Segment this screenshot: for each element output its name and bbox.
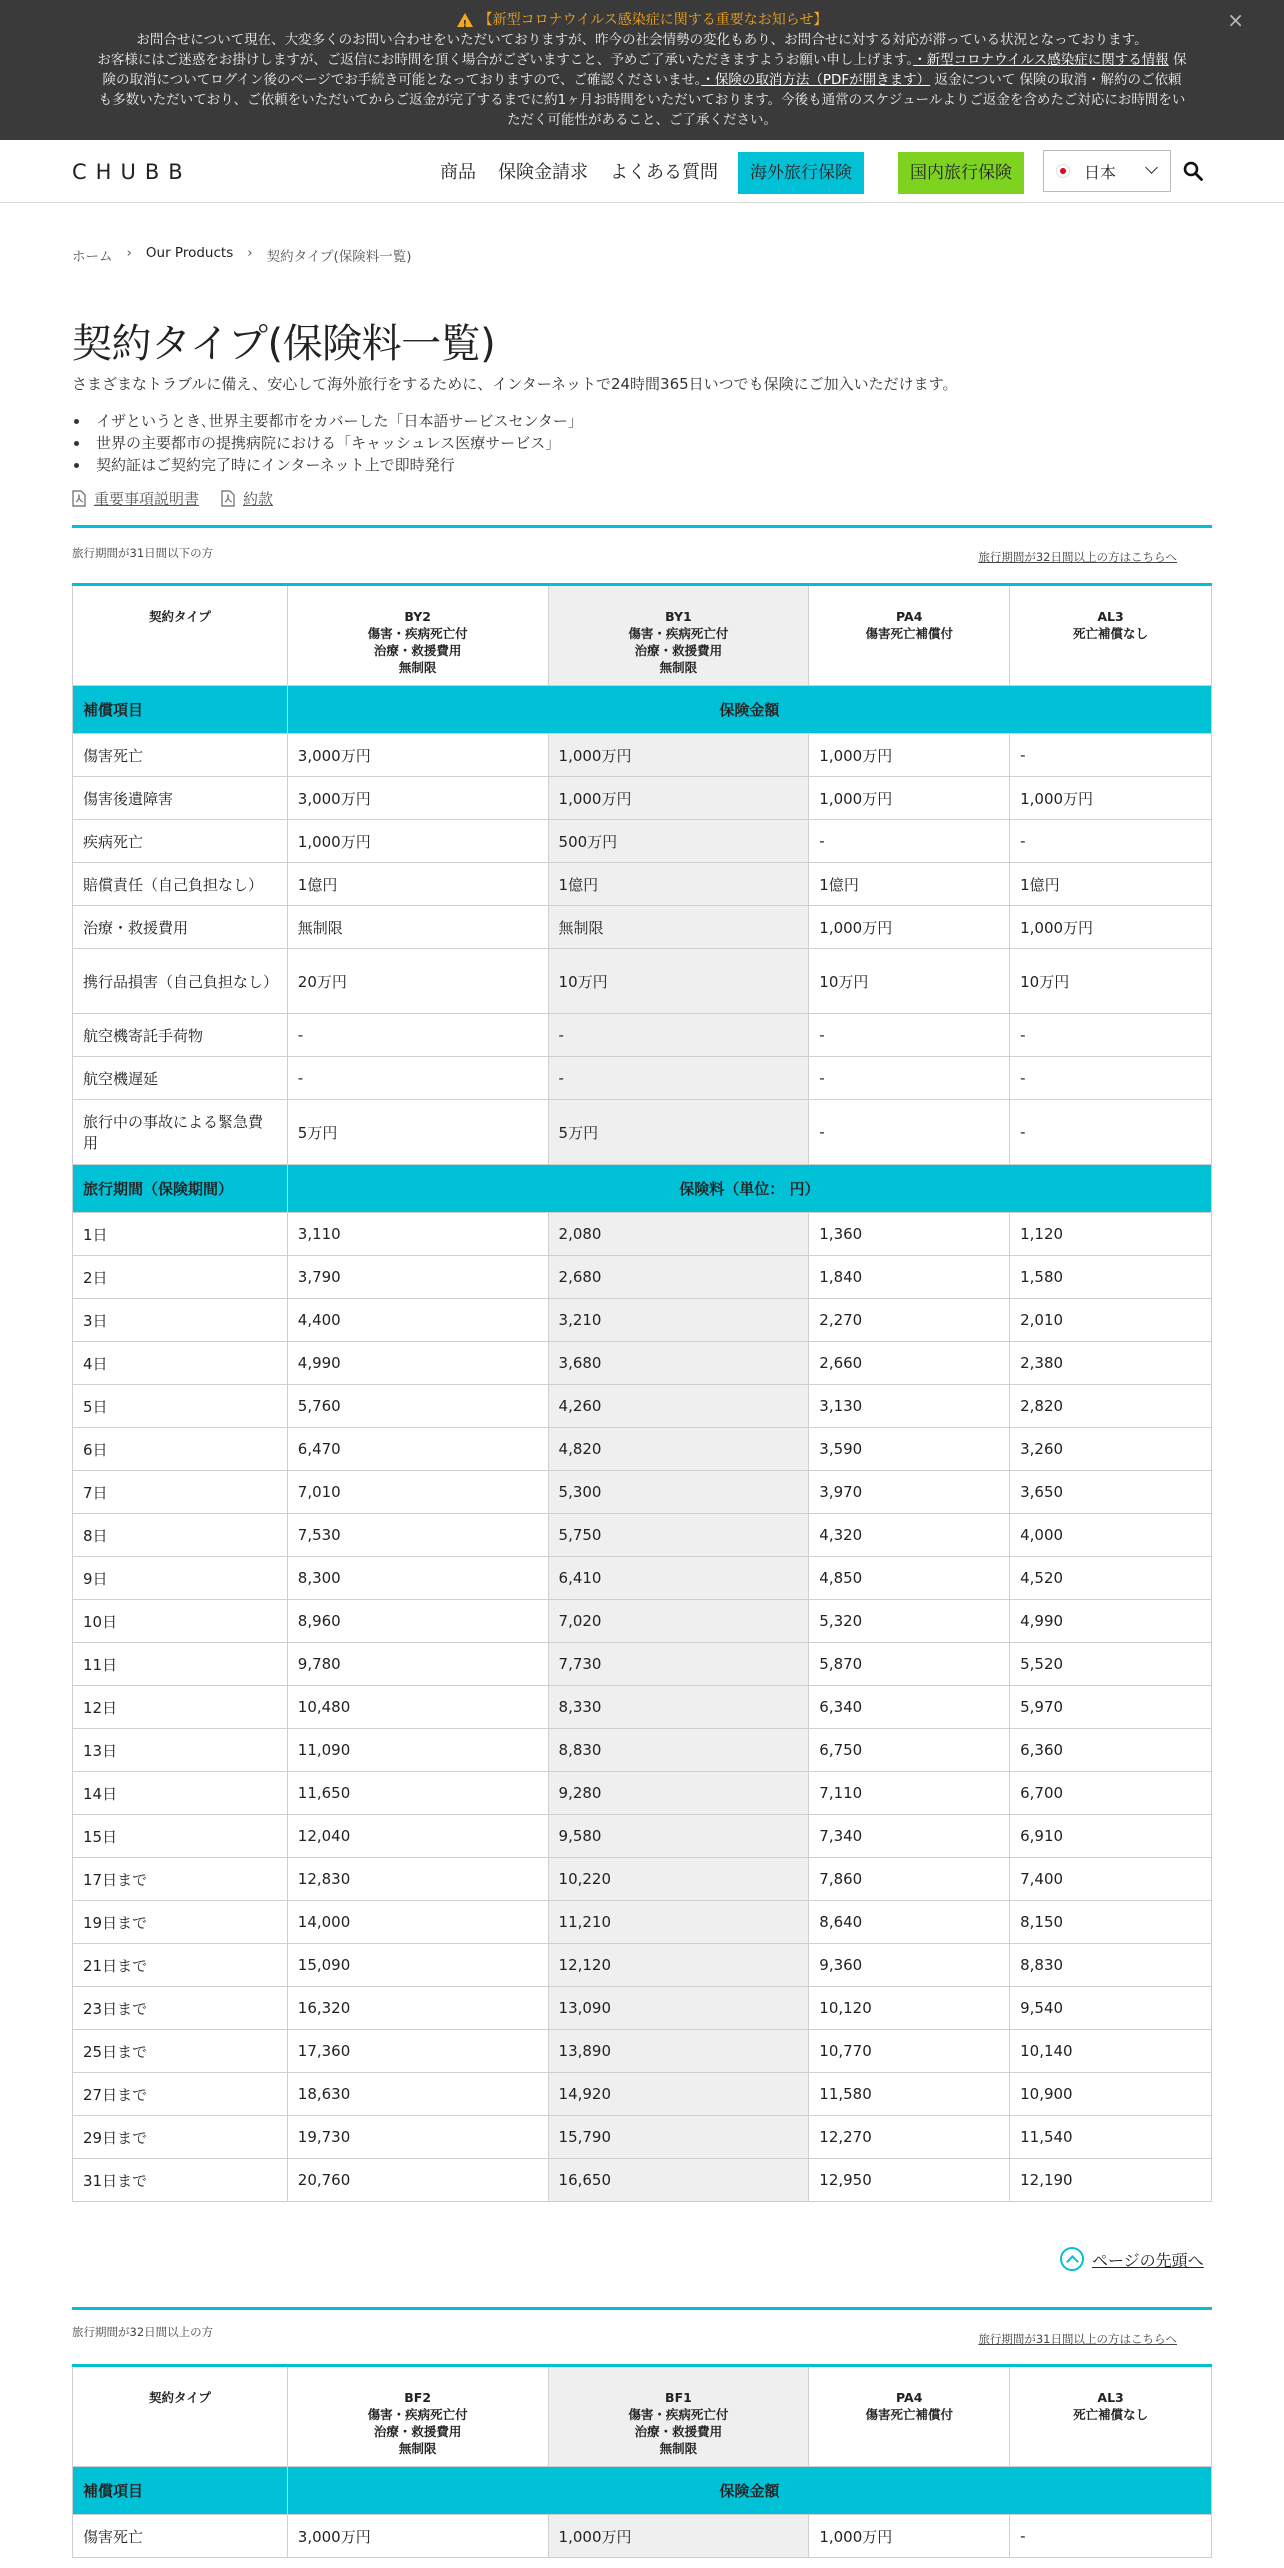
- row-label: 12日: [73, 1686, 288, 1729]
- table-cell: 3,000万円: [287, 2515, 548, 2558]
- table-cell: 9,540: [1010, 1987, 1212, 2030]
- table-row: [73, 1944, 1212, 1987]
- section-divider: [72, 525, 1212, 528]
- table-cell: 9,780: [287, 1643, 548, 1686]
- row-label: 6日: [73, 1428, 288, 1471]
- table-row: [73, 1342, 1212, 1385]
- row-label: 15日: [73, 1815, 288, 1858]
- switch-period-link[interactable]: 旅行期間が31日間以上の方はこちらへ: [978, 2332, 1177, 2346]
- section-header-label: 補償項目: [73, 2467, 288, 2515]
- table-cell: 3,210: [548, 1299, 809, 1342]
- list-item: イザというとき､世界主要都市をカバーした「日本語サービスセンター」: [72, 410, 583, 432]
- table-cell: 4,320: [809, 1514, 1010, 1557]
- breadcrumb: [72, 245, 426, 265]
- table-cell: 3,130: [809, 1385, 1010, 1428]
- table-cell: 7,530: [287, 1514, 548, 1557]
- table-row: [73, 1815, 1212, 1858]
- row-label: 10日: [73, 1600, 288, 1643]
- row-label: 2日: [73, 1256, 288, 1299]
- table-cell: 4,520: [1010, 1557, 1212, 1600]
- row-label: 1日: [73, 1213, 288, 1256]
- table-cell: 8,640: [809, 1901, 1010, 1944]
- table-cell: 20,760: [287, 2159, 548, 2202]
- table-row: [73, 1299, 1212, 1342]
- plan-header: BY1 傷害・疾病死亡付 治療・救援費用 無制限: [548, 585, 809, 686]
- table-cell: 1,580: [1010, 1256, 1212, 1299]
- table-cell: 5万円: [548, 1100, 809, 1165]
- table-cell: 5,320: [809, 1600, 1010, 1643]
- table-cell: 2,380: [1010, 1342, 1212, 1385]
- table-cell: 10万円: [548, 949, 809, 1014]
- table-row: [73, 1385, 1212, 1428]
- table-cell: 3,650: [1010, 1471, 1212, 1514]
- table-cell: 12,040: [287, 1815, 548, 1858]
- table-cell: 3,790: [287, 1256, 548, 1299]
- table-cell: 7,020: [548, 1600, 809, 1643]
- table-cell: 4,400: [287, 1299, 548, 1342]
- row-label: 5日: [73, 1385, 288, 1428]
- table-cell: 6,750: [809, 1729, 1010, 1772]
- section-header-value: 保険料（単位： 円）: [287, 1165, 1211, 1213]
- table-cell: 6,360: [1010, 1729, 1212, 1772]
- table-cell: 10万円: [1010, 949, 1212, 1014]
- table-cell: 12,120: [548, 1944, 809, 1987]
- table-cell: 4,820: [548, 1428, 809, 1471]
- table-row: [73, 1772, 1212, 1815]
- nav-claims[interactable]: 保険金請求: [498, 162, 588, 183]
- row-label: 航空機遅延: [73, 1057, 288, 1100]
- table-cell: 7,110: [809, 1772, 1010, 1815]
- table-cell: 17,360: [287, 2030, 548, 2073]
- table-cell: 12,190: [1010, 2159, 1212, 2202]
- table-cell: 4,850: [809, 1557, 1010, 1600]
- table-cell: 1,000万円: [548, 2515, 809, 2558]
- warning-icon: [457, 13, 473, 27]
- table-row: [73, 1858, 1212, 1901]
- table-cell: 8,150: [1010, 1901, 1212, 1944]
- row-label: 賠償責任（自己負担なし）: [73, 863, 288, 906]
- table-cell: 1億円: [1010, 863, 1212, 906]
- plan-header: AL3 死亡補償なし: [1010, 585, 1212, 686]
- language-select[interactable]: 日本: [1043, 150, 1171, 192]
- premium-table-short: [72, 583, 1212, 2202]
- table-cell: 6,410: [548, 1557, 809, 1600]
- japan-flag-icon: [1056, 164, 1070, 178]
- table-cell: 5万円: [287, 1100, 548, 1165]
- row-label: 疾病死亡: [73, 820, 288, 863]
- row-label: 17日まで: [73, 1858, 288, 1901]
- chevron-up-icon: [1060, 2247, 1084, 2271]
- table-cell: 13,090: [548, 1987, 809, 2030]
- list-item: 契約証はご契約完了時にインターネット上で即時発行: [72, 454, 583, 476]
- table-cell: 7,860: [809, 1858, 1010, 1901]
- table-cell: 10万円: [809, 949, 1010, 1014]
- table-cell: 5,300: [548, 1471, 809, 1514]
- section-divider: [72, 2307, 1212, 2310]
- plan-header: BF2 傷害・疾病死亡付 治療・救援費用 無制限: [287, 2366, 548, 2467]
- table-cell: 11,090: [287, 1729, 548, 1772]
- row-label: 25日まで: [73, 2030, 288, 2073]
- table-cell: 8,330: [548, 1686, 809, 1729]
- row-label: 傷害後遺障害: [73, 777, 288, 820]
- row-label: 31日まで: [73, 2159, 288, 2202]
- table-cell: 10,770: [809, 2030, 1010, 2073]
- table-row: [73, 1428, 1212, 1471]
- section-header-row: [73, 2467, 1212, 2515]
- table-cell: 11,540: [1010, 2116, 1212, 2159]
- table-cell: 10,220: [548, 1858, 809, 1901]
- row-label: 航空機寄託手荷物: [73, 1014, 288, 1057]
- chevron-down-icon: [1145, 161, 1158, 174]
- table-cell: 1,000万円: [809, 906, 1010, 949]
- table-row: [73, 2159, 1212, 2202]
- table-row: [73, 2073, 1212, 2116]
- row-label: 傷害死亡: [73, 734, 288, 777]
- alert-title: ! 【新型コロナウイルス感染症に関する重要なお知らせ】: [70, 10, 1214, 30]
- row-label: 治療・救援費用: [73, 906, 288, 949]
- table-cell: 1,360: [809, 1213, 1010, 1256]
- table-cell: -: [809, 1100, 1010, 1165]
- table-cell: 2,820: [1010, 1385, 1212, 1428]
- table-cell: 1,000万円: [1010, 777, 1212, 820]
- table-cell: 1億円: [548, 863, 809, 906]
- list-item: 世界の主要都市の提携病院における「キャッシュレス医療サービス」: [72, 432, 583, 454]
- table-cell: 10,480: [287, 1686, 548, 1729]
- table-cell: 11,580: [809, 2073, 1010, 2116]
- table-cell: 12,950: [809, 2159, 1010, 2202]
- row-label: 傷害死亡: [73, 2515, 288, 2558]
- row-label: 7日: [73, 1471, 288, 1514]
- table-cell: 1,000万円: [1010, 906, 1212, 949]
- row-label: 9日: [73, 1557, 288, 1600]
- pdf-icon: [221, 490, 235, 507]
- table-row: [73, 1014, 1212, 1057]
- row-label: 23日まで: [73, 1987, 288, 2030]
- breadcrumb-separator: ›: [247, 245, 253, 261]
- table-cell: 6,470: [287, 1428, 548, 1471]
- nav-faq[interactable]: よくある質問: [610, 162, 718, 183]
- table-row: [73, 2030, 1212, 2073]
- table-cell: -: [809, 1057, 1010, 1100]
- table-cell: 16,650: [548, 2159, 809, 2202]
- covid-info-link[interactable]: ・新型コロナウイルス感染症に関する情報: [913, 52, 1169, 68]
- main-nav: [440, 152, 1056, 194]
- premium-table-long: [72, 2364, 1212, 2558]
- table-cell: 5,760: [287, 1385, 548, 1428]
- table-cell: 10,900: [1010, 2073, 1212, 2116]
- table-cell: 2,270: [809, 1299, 1010, 1342]
- table-cell: 5,750: [548, 1514, 809, 1557]
- row-label: 13日: [73, 1729, 288, 1772]
- plan-type-header: 契約タイプ: [73, 585, 288, 686]
- table-cell: -: [809, 820, 1010, 863]
- table-cell: 500万円: [548, 820, 809, 863]
- plan-type-header: 契約タイプ: [73, 2366, 288, 2467]
- table-cell: 12,830: [287, 1858, 548, 1901]
- period-note: 旅行期間が31日間以下の方: [72, 546, 214, 560]
- section-header-row: [73, 686, 1212, 734]
- table-row: [73, 1901, 1212, 1944]
- table-cell: -: [287, 1057, 548, 1100]
- table-cell: 4,260: [548, 1385, 809, 1428]
- breadcrumb-current: 契約タイプ(保険料一覧): [266, 249, 412, 265]
- table-cell: 14,920: [548, 2073, 809, 2116]
- table-cell: 2,010: [1010, 1299, 1212, 1342]
- table-row: [73, 1987, 1212, 2030]
- table-cell: 6,700: [1010, 1772, 1212, 1815]
- table-row: [73, 2515, 1212, 2558]
- table-row: [73, 1600, 1212, 1643]
- nav-products[interactable]: 商品: [440, 162, 476, 183]
- table-cell: 15,090: [287, 1944, 548, 1987]
- search-icon[interactable]: [1183, 161, 1203, 181]
- document-links: [72, 488, 273, 509]
- alert-text: お問合せについて現在、大変多くのお問い合わせをいただいておりますが、昨今の社会情勢の変化もあり、お問合せに対する対応が滞っている状況となっております。 お客様にはご迷惑をお掛けしますが、ご返信にお時間を頂く場合がございますこと、予めご了承いただきますようお願い申し上げます。・新型コロナウイルス感染症に関する情報 保 険の取消についてログイン後のページでお手続き可能となっておりますので、ご確認くださいませ。・保険の取消方法（PDFが開きます） 返金について 保険の取消・解約のご依頼 も多数いただいており、ご依頼をいただいてからご返金が完了するまでに約1ヶ月お時間をいただいております。今後も通常のスケジュールよりご返金を含めたご対応にお時間をい ただく可能性があること、ご了承ください。: [97, 32, 1187, 128]
- table-cell: -: [287, 1014, 548, 1057]
- section-header-value: 保険金額: [287, 686, 1211, 734]
- table-cell: 5,970: [1010, 1686, 1212, 1729]
- table-cell: -: [1010, 1100, 1212, 1165]
- plan-header: BF1 傷害・疾病死亡付 治療・救援費用 無制限: [548, 2366, 809, 2467]
- table-cell: 3,970: [809, 1471, 1010, 1514]
- table-row: [73, 1213, 1212, 1256]
- table-cell: 1,000万円: [548, 734, 809, 777]
- plan-header: PA4 傷害死亡補償付: [809, 2366, 1010, 2467]
- table-cell: 5,520: [1010, 1643, 1212, 1686]
- table-row: [73, 1471, 1212, 1514]
- table-cell: 7,340: [809, 1815, 1010, 1858]
- row-label: 21日まで: [73, 1944, 288, 1987]
- row-label: 携行品損害（自己負担なし）: [73, 949, 288, 1014]
- table-cell: 1,000万円: [548, 777, 809, 820]
- table-row: [73, 1557, 1212, 1600]
- table-row: [73, 1514, 1212, 1557]
- table-cell: -: [1010, 1057, 1212, 1100]
- table-cell: 6,340: [809, 1686, 1010, 1729]
- table-cell: 1億円: [287, 863, 548, 906]
- table-cell: 3,000万円: [287, 734, 548, 777]
- table-cell: 3,260: [1010, 1428, 1212, 1471]
- row-label: 11日: [73, 1643, 288, 1686]
- site-header: [0, 140, 1284, 203]
- table-cell: 12,270: [809, 2116, 1010, 2159]
- table-cell: 8,960: [287, 1600, 548, 1643]
- table-cell: 18,630: [287, 2073, 548, 2116]
- table-cell: 1,120: [1010, 1213, 1212, 1256]
- section-header-label: 補償項目: [73, 686, 288, 734]
- table-cell: 2,660: [809, 1342, 1010, 1385]
- table-cell: 10,140: [1010, 2030, 1212, 2073]
- table-cell: 1,000万円: [809, 2515, 1010, 2558]
- table-row: [73, 863, 1212, 906]
- table-cell: 1億円: [809, 863, 1010, 906]
- table-cell: -: [809, 1014, 1010, 1057]
- table-row: [73, 777, 1212, 820]
- table-cell: 9,580: [548, 1815, 809, 1858]
- table-cell: 20万円: [287, 949, 548, 1014]
- table-cell: -: [1010, 1014, 1212, 1057]
- back-to-top-button[interactable]: ページの先頭へ: [1060, 2247, 1204, 2271]
- table-cell: 11,650: [287, 1772, 548, 1815]
- table-cell: 15,790: [548, 2116, 809, 2159]
- table-cell: 6,910: [1010, 1815, 1212, 1858]
- table-cell: 1,000万円: [809, 734, 1010, 777]
- table-cell: 3,590: [809, 1428, 1010, 1471]
- table-row: [73, 1057, 1212, 1100]
- important-matters-link[interactable]: 重要事項説明書: [72, 488, 199, 509]
- table-row: [73, 949, 1212, 1014]
- row-label: 旅行中の事故による緊急費用: [73, 1100, 288, 1165]
- table-cell: -: [548, 1057, 809, 1100]
- table-cell: 無制限: [548, 906, 809, 949]
- switch-period-link[interactable]: 旅行期間が32日間以上の方はこちらへ: [978, 550, 1177, 564]
- breadcrumb-products[interactable]: Our Products: [145, 245, 234, 261]
- domestic-travel-button[interactable]: 国内旅行保険: [898, 152, 1024, 194]
- row-label: 27日まで: [73, 2073, 288, 2116]
- table-cell: 5,870: [809, 1643, 1010, 1686]
- table-row: [73, 1643, 1212, 1686]
- table-cell: 8,830: [1010, 1944, 1212, 1987]
- table-cell: 7,400: [1010, 1858, 1212, 1901]
- row-label: 14日: [73, 1772, 288, 1815]
- breadcrumb-home[interactable]: ホーム: [72, 249, 113, 265]
- table-cell: 8,830: [548, 1729, 809, 1772]
- table-cell: 3,000万円: [287, 777, 548, 820]
- table-cell: 7,730: [548, 1643, 809, 1686]
- row-label: 4日: [73, 1342, 288, 1385]
- table-row: [73, 1100, 1212, 1165]
- table-cell: 14,000: [287, 1901, 548, 1944]
- row-label: 8日: [73, 1514, 288, 1557]
- plan-header: AL3 死亡補償なし: [1010, 2366, 1212, 2467]
- table-cell: 10,120: [809, 1987, 1010, 2030]
- table-row: [73, 2116, 1212, 2159]
- table-row: [73, 1729, 1212, 1772]
- table-cell: -: [1010, 820, 1212, 863]
- section-header-value: 保険金額: [287, 2467, 1211, 2515]
- cancellation-pdf-link[interactable]: ・保険の取消方法（PDFが開きます）: [701, 72, 931, 88]
- table-cell: 1,000万円: [809, 777, 1010, 820]
- plan-header: BY2 傷害・疾病死亡付 治療・救援費用 無制限: [287, 585, 548, 686]
- table-cell: -: [1010, 734, 1212, 777]
- table-cell: 1,000万円: [287, 820, 548, 863]
- page-title: 契約タイプ(保険料一覧): [72, 321, 496, 367]
- table-cell: 9,360: [809, 1944, 1010, 1987]
- table-cell: 9,280: [548, 1772, 809, 1815]
- row-label: 19日まで: [73, 1901, 288, 1944]
- table-cell: 4,000: [1010, 1514, 1212, 1557]
- table-cell: -: [548, 1014, 809, 1057]
- table-cell: 4,990: [1010, 1600, 1212, 1643]
- covid-alert-banner: [0, 0, 1284, 140]
- intro-text: さまざまなトラブルに備え、安心して海外旅行をするために、インターネットで24時間365日いつでも保険にご加入いただけます。: [72, 375, 958, 393]
- table-row: [73, 1256, 1212, 1299]
- table-row: [73, 906, 1212, 949]
- section-header-row: [73, 1165, 1212, 1213]
- table-cell: 2,080: [548, 1213, 809, 1256]
- table-cell: 2,680: [548, 1256, 809, 1299]
- table-cell: -: [1010, 2515, 1212, 2558]
- row-label: 3日: [73, 1299, 288, 1342]
- table-row: [73, 820, 1212, 863]
- table-cell: 4,990: [287, 1342, 548, 1385]
- row-label: 29日まで: [73, 2116, 288, 2159]
- terms-link[interactable]: 約款: [221, 488, 273, 509]
- table-cell: 3,110: [287, 1213, 548, 1256]
- table-cell: 19,730: [287, 2116, 548, 2159]
- feature-list: [72, 410, 583, 476]
- close-icon[interactable]: ×: [1227, 8, 1244, 32]
- table-row: [73, 734, 1212, 777]
- table-cell: 無制限: [287, 906, 548, 949]
- pdf-icon: [72, 490, 86, 507]
- plan-header: PA4 傷害死亡補償付: [809, 585, 1010, 686]
- table-cell: 8,300: [287, 1557, 548, 1600]
- table-cell: 16,320: [287, 1987, 548, 2030]
- table-cell: 13,890: [548, 2030, 809, 2073]
- section-header-label: 旅行期間（保険期間）: [73, 1165, 288, 1213]
- period-note: 旅行期間が32日間以上の方: [72, 2325, 214, 2339]
- breadcrumb-separator: ›: [126, 245, 132, 261]
- chubb-logo[interactable]: CHUBB: [72, 160, 192, 184]
- table-cell: 3,680: [548, 1342, 809, 1385]
- table-cell: 1,840: [809, 1256, 1010, 1299]
- table-cell: 7,010: [287, 1471, 548, 1514]
- table-cell: 11,210: [548, 1901, 809, 1944]
- overseas-travel-button[interactable]: 海外旅行保険: [738, 152, 864, 194]
- table-row: [73, 1686, 1212, 1729]
